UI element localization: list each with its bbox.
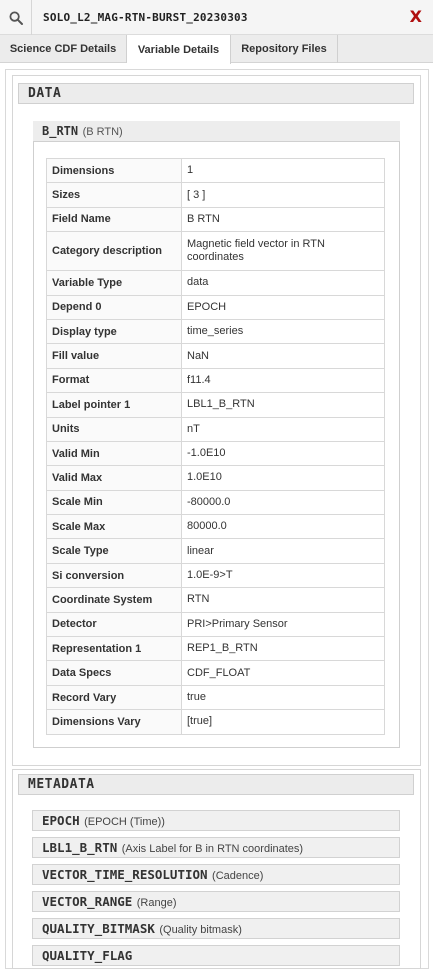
property-row xyxy=(47,612,385,636)
tab-bar xyxy=(0,35,433,63)
property-key: Units xyxy=(47,417,182,441)
tab-science-cdf-details[interactable]: Science CDF Details xyxy=(0,35,127,63)
property-key: Si conversion xyxy=(47,563,182,587)
property-row xyxy=(47,515,385,539)
variable-desc: (B RTN) xyxy=(82,126,123,138)
property-value: f11.4 xyxy=(182,368,385,392)
property-key: Coordinate System xyxy=(47,588,182,612)
property-key: Valid Min xyxy=(47,441,182,465)
property-value: RTN xyxy=(182,588,385,612)
property-value: CDF_FLOAT xyxy=(182,661,385,685)
metadata-item[interactable] xyxy=(32,864,400,885)
property-value: linear xyxy=(182,539,385,563)
property-row xyxy=(47,393,385,417)
metadata-item-name: VECTOR_RANGE xyxy=(42,894,133,909)
property-row xyxy=(47,637,385,661)
property-key: Scale Min xyxy=(47,490,182,514)
property-row xyxy=(47,441,385,465)
property-value: data xyxy=(182,271,385,295)
tab-repository-files[interactable]: Repository Files xyxy=(231,35,338,63)
property-row xyxy=(47,295,385,319)
variable-properties-table xyxy=(46,158,385,735)
property-key: Variable Type xyxy=(47,271,182,295)
close-button[interactable]: X xyxy=(409,7,422,26)
property-row xyxy=(47,588,385,612)
property-row xyxy=(47,344,385,368)
property-value: Magnetic field vector in RTN coordinates xyxy=(182,232,385,271)
property-row xyxy=(47,368,385,392)
search-button[interactable] xyxy=(0,0,32,35)
property-row xyxy=(47,685,385,709)
property-key: Dimensions Vary xyxy=(47,710,182,734)
property-row xyxy=(47,159,385,183)
metadata-item-name: QUALITY_FLAG xyxy=(42,948,133,963)
metadata-item-name: VECTOR_TIME_RESOLUTION xyxy=(42,867,208,882)
property-row xyxy=(47,710,385,734)
metadata-item-desc: (Cadence) xyxy=(212,870,264,882)
property-row xyxy=(47,417,385,441)
metadata-item[interactable] xyxy=(32,918,400,939)
property-key: Detector xyxy=(47,612,182,636)
property-value: true xyxy=(182,685,385,709)
property-value: REP1_B_RTN xyxy=(182,637,385,661)
property-value: -1.0E10 xyxy=(182,441,385,465)
property-row xyxy=(47,661,385,685)
metadata-item[interactable] xyxy=(32,837,400,858)
property-value: EPOCH xyxy=(182,295,385,319)
metadata-section-header[interactable]: METADATA xyxy=(18,774,414,795)
property-row xyxy=(47,539,385,563)
metadata-item-desc: (EPOCH (Time)) xyxy=(84,816,165,828)
property-key: Record Vary xyxy=(47,685,182,709)
property-key: Display type xyxy=(47,319,182,343)
property-row xyxy=(47,232,385,271)
property-row xyxy=(47,183,385,207)
property-value: -80000.0 xyxy=(182,490,385,514)
property-value: [ 3 ] xyxy=(182,183,385,207)
property-row xyxy=(47,466,385,490)
property-value: nT xyxy=(182,417,385,441)
dataset-title: SOLO_L2_MAG-RTN-BURST_20230303 xyxy=(43,11,248,24)
property-value: B RTN xyxy=(182,207,385,231)
property-value: 1.0E10 xyxy=(182,466,385,490)
property-key: Field Name xyxy=(47,207,182,231)
property-key: Scale Type xyxy=(47,539,182,563)
property-row xyxy=(47,271,385,295)
metadata-item-desc: (Quality bitmask) xyxy=(159,924,242,936)
property-value: LBL1_B_RTN xyxy=(182,393,385,417)
property-key: Format xyxy=(47,368,182,392)
metadata-item[interactable] xyxy=(32,945,400,966)
metadata-item-name: LBL1_B_RTN xyxy=(42,840,118,855)
property-value: [true] xyxy=(182,710,385,734)
property-value: NaN xyxy=(182,344,385,368)
header-bar xyxy=(0,0,433,35)
variable-name: B_RTN xyxy=(42,124,79,138)
property-row xyxy=(47,319,385,343)
metadata-item-desc: (Axis Label for B in RTN coordinates) xyxy=(121,843,304,855)
property-row xyxy=(47,563,385,587)
search-icon xyxy=(9,11,23,25)
property-row xyxy=(47,490,385,514)
metadata-item-name: EPOCH xyxy=(42,813,80,828)
variable-header[interactable] xyxy=(33,121,400,142)
metadata-item-name: QUALITY_BITMASK xyxy=(42,921,155,936)
property-key: Sizes xyxy=(47,183,182,207)
property-key: Depend 0 xyxy=(47,295,182,319)
property-key: Label pointer 1 xyxy=(47,393,182,417)
data-section-header[interactable]: DATA xyxy=(18,83,414,104)
property-value: time_series xyxy=(182,319,385,343)
property-key: Category description xyxy=(47,232,182,271)
property-value: 1.0E-9>T xyxy=(182,563,385,587)
property-key: Valid Max xyxy=(47,466,182,490)
property-row xyxy=(47,207,385,231)
metadata-item[interactable] xyxy=(32,891,400,912)
property-key: Fill value xyxy=(47,344,182,368)
property-key: Data Specs xyxy=(47,661,182,685)
property-value: 80000.0 xyxy=(182,515,385,539)
property-key: Scale Max xyxy=(47,515,182,539)
property-value: 1 xyxy=(182,159,385,183)
property-value: PRI>Primary Sensor xyxy=(182,612,385,636)
metadata-item[interactable] xyxy=(32,810,400,831)
property-key: Representation 1 xyxy=(47,637,182,661)
tab-variable-details[interactable]: Variable Details xyxy=(127,35,231,64)
property-key: Dimensions xyxy=(47,159,182,183)
metadata-item-desc: (Range) xyxy=(136,897,177,909)
